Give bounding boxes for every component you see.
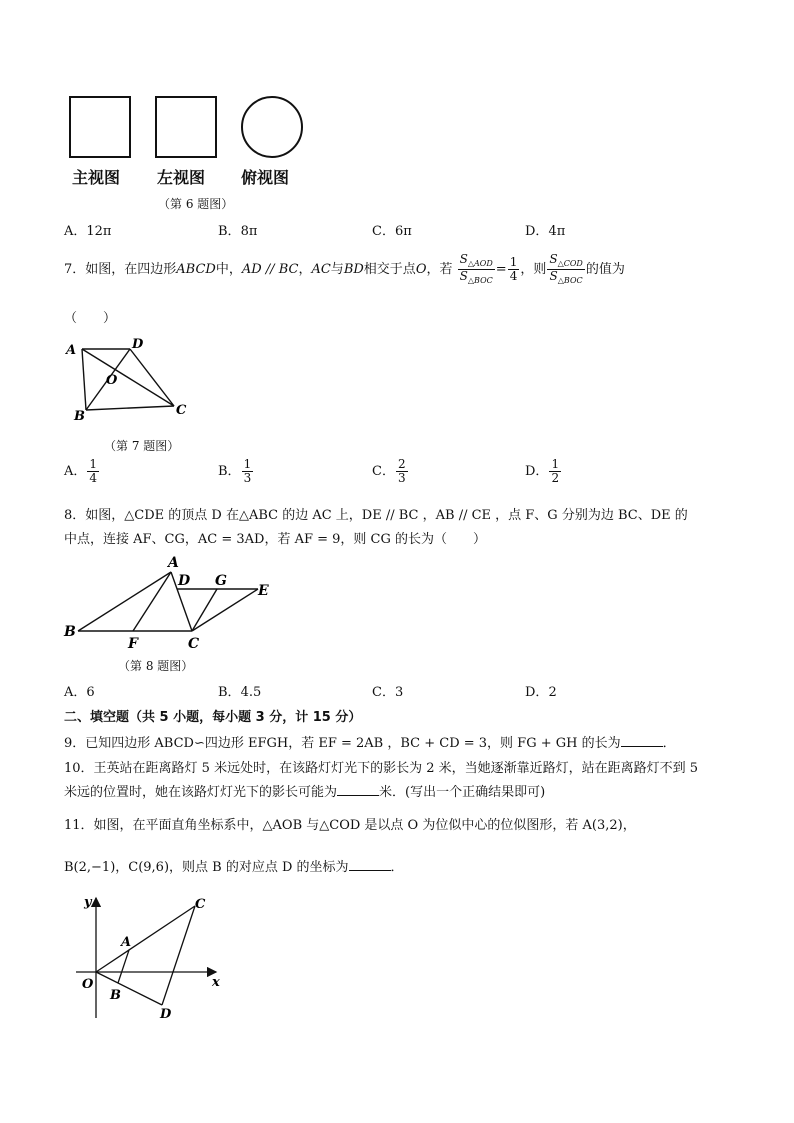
q8-label-d: D bbox=[178, 573, 191, 589]
q7-option-c: C． $\frac{2}{3}$ bbox=[372, 457, 406, 486]
q10-stem-line1: 10．王英站在距离路灯 5 米远处时，在该路灯灯光下的影长为 2 米，当她逐渐靠近路灯，站在距离路灯不到 5 bbox=[64, 761, 699, 776]
q8-label-g: G bbox=[215, 573, 227, 589]
q7-option-b: B． $\frac{1}{3}$ bbox=[218, 457, 252, 486]
q11-label-d: D bbox=[160, 1007, 172, 1022]
q11-x-axis-label: x bbox=[212, 975, 220, 990]
q11-label-c: C bbox=[195, 897, 206, 912]
q7-option-a: A． $\frac{1}{4}$ bbox=[64, 457, 98, 486]
q7-option-d: D． $\frac{1}{2}$ bbox=[525, 457, 560, 486]
q8-figure bbox=[60, 552, 280, 656]
side-view-label: 左视图 bbox=[157, 168, 206, 187]
q7-label-b: B bbox=[74, 409, 85, 424]
q11-label-a: A bbox=[121, 935, 132, 950]
q7-stem: 7．如图，在四边形ABCD中，AD // BC，AC与BD相交于点O，若 $\frac{S_{\triangle AOD}}{S_{\triangle BOC}}$ = $\frac{1}{4}$ ，则 $\frac{S_{\triangle COD}}{S_{\triangle BOC}}$ 的值为 bbox=[64, 252, 625, 285]
q11-label-b: B bbox=[110, 988, 121, 1003]
q7-caption: （第 7 题图） bbox=[104, 439, 180, 453]
q8-label-e: E bbox=[258, 583, 269, 599]
top-view-label: 俯视图 bbox=[241, 168, 290, 187]
section-2-heading: 二、填空题（共 5 小题，每小题 3 分，计 15 分） bbox=[64, 710, 362, 725]
front-view-label: 主视图 bbox=[72, 168, 121, 187]
q8-option-b: B．4.5 bbox=[218, 685, 262, 700]
q8-label-a: A bbox=[168, 555, 179, 571]
q6-option-b: B．8π bbox=[218, 224, 258, 239]
q8-option-d: D．2 bbox=[525, 685, 557, 700]
q6-option-c: C．6π bbox=[372, 224, 412, 239]
q8-label-c: C bbox=[188, 636, 200, 652]
q11-figure bbox=[66, 888, 236, 1026]
q11-stem-line1: 11．如图，在平面直角坐标系中，△AOB 与△COD 是以点 O 为位似中心的位似图形，若 A(3,2)， bbox=[64, 818, 636, 833]
top-view-circle bbox=[242, 97, 302, 157]
q8-option-a: A．6 bbox=[64, 685, 95, 700]
q6-views-figure bbox=[60, 92, 320, 164]
q11-stem-line2: B(2,−1)，C(9,6)，则点 B 的对应点 D 的坐标为 ． bbox=[64, 860, 404, 875]
q8-option-c: C．3 bbox=[372, 685, 404, 700]
q9-stem: 9．已知四边形 ABCD∽四边形 EFGH，若 EF = 2AB ，BC + CD = 3，则 FG + GH 的长为 ． bbox=[64, 736, 676, 751]
q11-label-o: O bbox=[82, 977, 94, 992]
q10-stem-line2: 米远的位置时，她在该路灯灯光下的影长可能为 米．(写出一个正确结果即可) bbox=[64, 785, 546, 800]
q11-answer-blank[interactable] bbox=[349, 858, 391, 871]
q7-label-c: C bbox=[176, 403, 187, 418]
q6-option-d: D．4π bbox=[525, 224, 566, 239]
q8-caption: （第 8 题图） bbox=[118, 659, 194, 673]
q11-y-axis-label: y bbox=[84, 895, 92, 910]
q7-target-fraction: $\frac{S_{\triangle COD}}{S_{\triangle BOC}}$ bbox=[549, 252, 583, 285]
q6-caption: （第 6 题图） bbox=[158, 197, 234, 211]
q8-stem-line1: 8．如图，△CDE 的顶点 D 在△ABC 的边 AC 上，DE // BC ，AB // CE ，点 F、G 分别为边 BC、DE 的 bbox=[64, 508, 688, 523]
q8-stem-line2: 中点，连接 AF、CG，AC = 3AD，若 AF = 9，则 CG 的长为（ ） bbox=[64, 532, 487, 547]
q7-label-d: D bbox=[132, 337, 144, 352]
front-view-square bbox=[70, 97, 130, 157]
q7-label-a: A bbox=[66, 343, 77, 358]
q7-label-o: O bbox=[106, 373, 118, 388]
q10-answer-blank[interactable] bbox=[337, 783, 379, 796]
q7-figure bbox=[60, 332, 200, 424]
q6-option-a: A．12π bbox=[64, 224, 112, 239]
q7-answer-paren: （ ） bbox=[64, 311, 117, 326]
q7-ratio-fraction: $\frac{S_{\triangle AOD}}{S_{\triangle BOC}}$ bbox=[459, 252, 493, 285]
q7-value-fraction: $\frac{1}{4}$ bbox=[509, 254, 518, 283]
q8-label-f: F bbox=[128, 636, 138, 652]
q9-answer-blank[interactable] bbox=[621, 734, 663, 747]
q8-label-b: B bbox=[64, 624, 76, 640]
side-view-square bbox=[156, 97, 216, 157]
